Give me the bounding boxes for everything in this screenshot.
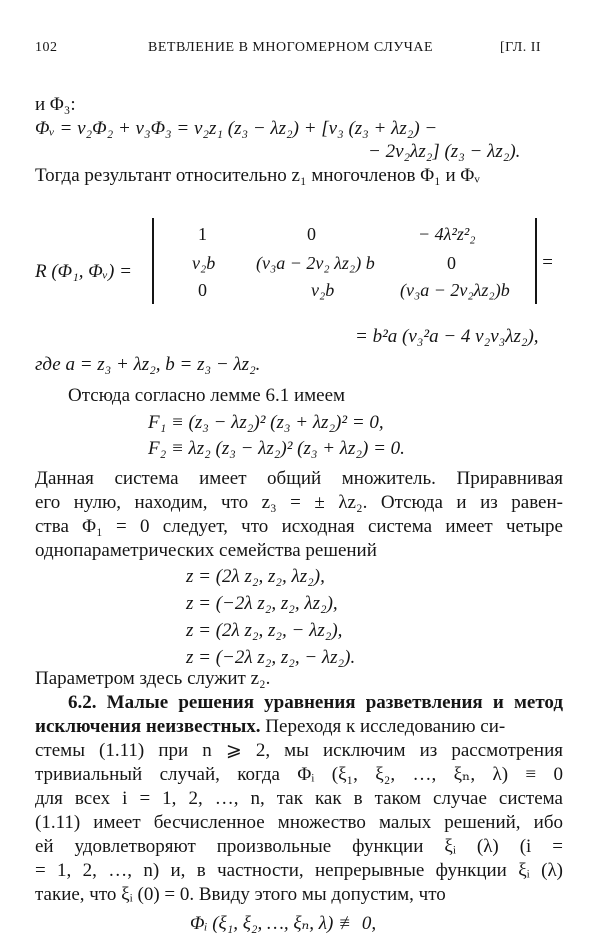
formula-line: − 2v₂λz₂] (z₃ − λz₂).: [368, 141, 521, 162]
determinant-bar-right: [535, 218, 537, 304]
text-line: Данная система имеет общий множитель. Приравнивая: [35, 468, 563, 489]
determinant-cell: v₂b: [192, 253, 216, 273]
determinant-bar-left: [152, 218, 154, 304]
formula-line: = b²a (v₃²a − 4 v₂v₃λz₂),: [355, 326, 539, 347]
determinant-lhs: R (Φ₁, Φᵥ) =: [35, 261, 132, 282]
section-heading-continued: исключения неизвестных.: [35, 716, 261, 737]
formula-line: где a = z₃ + λz₂, b = z₃ − λz₂.: [35, 354, 261, 375]
text-line: Тогда результант относительно z₁ многочленов Φ₁ и Φᵥ: [35, 165, 480, 186]
formula-line: z = (−2λ z₂, z₂, λz₂),: [186, 593, 338, 614]
determinant-cell: (v₃a − 2v₂λz₂)b: [400, 280, 510, 300]
text-fragment: Переходя к исследованию си-: [260, 716, 506, 737]
determinant-equals: =: [541, 252, 554, 273]
text-line: его нулю, находим, что z₃ = ± λz₂. Отсюда и из равен-: [35, 492, 563, 513]
determinant-cell: 0: [198, 280, 207, 300]
text-line: [35, 715, 563, 739]
determinant-cell: − 4λ²z²₂: [418, 224, 476, 244]
determinant-cell: 0: [307, 224, 316, 244]
formula-line: z = (−2λ z₂, z₂, − λz₂).: [186, 647, 356, 668]
text-line: стемы (1.11) при n ⩾ 2, мы исключим из рассмотрения: [35, 740, 563, 761]
text-line: (1.11) имеет бесчисленное множество малых решений, ибо: [35, 812, 563, 833]
determinant-cell: 1: [198, 224, 207, 244]
text-line: для всех i = 1, 2, …, n, так как в таком случае система: [35, 788, 563, 809]
text-line: тривиальный случай, когда Φᵢ (ξ₁, ξ₂, …, ξₙ, λ) ≡ 0: [35, 764, 563, 785]
formula-line: z = (2λ z₂, z₂, λz₂),: [186, 566, 325, 587]
text-line: ей удовлетворяют произвольные функции ξᵢ (λ) (i =: [35, 836, 563, 857]
formula-line: z = (2λ z₂, z₂, − λz₂),: [186, 620, 343, 641]
text-line: Отсюда согласно лемме 6.1 имеем: [68, 385, 346, 406]
chapter-label: [ГЛ. II: [500, 40, 542, 55]
text-line: и Φ₃:: [35, 94, 76, 115]
formula-line: F₂ ≡ λz₂ (z₃ − λz₂)² (z₃ + λz₂) = 0.: [148, 438, 405, 459]
formula-line: Φᵢ (ξ₁, ξ₂, …, ξₙ, λ) ≢ 0,: [190, 913, 377, 934]
text-line: однопараметрических семейства решений: [35, 540, 377, 561]
determinant-cell: 0: [447, 253, 456, 273]
text-line: ства Φ₁ = 0 следует, что исходная система имеет четыре: [35, 516, 563, 537]
determinant-cell: v₂b: [311, 280, 335, 300]
text-line: такие, что ξᵢ (0) = 0. Ввиду этого мы допустим, что: [35, 884, 446, 905]
formula-line: F₁ ≡ (z₃ − λz₂)² (z₃ + λz₂)² = 0,: [148, 412, 384, 433]
section-heading: 6.2. Малые решения уравнения разветвления и метод: [68, 692, 563, 713]
determinant-cell: (v₃a − 2v₂ λz₂) b: [256, 253, 375, 273]
text-line: = 1, 2, …, n) и, в частности, непрерывные функции ξᵢ (λ): [35, 860, 563, 881]
running-title: ВЕТВЛЕНИЕ В МНОГОМЕРНОМ СЛУЧАЕ: [148, 40, 434, 55]
formula-line: Φᵥ = v₂Φ₂ + v₃Φ₃ = v₂z₁ (z₃ − λz₂) + [v₃ (z₃ + λz₂) −: [35, 118, 438, 139]
text-line: Параметром здесь служит z₂.: [35, 668, 271, 689]
page-number: 102: [35, 40, 58, 55]
